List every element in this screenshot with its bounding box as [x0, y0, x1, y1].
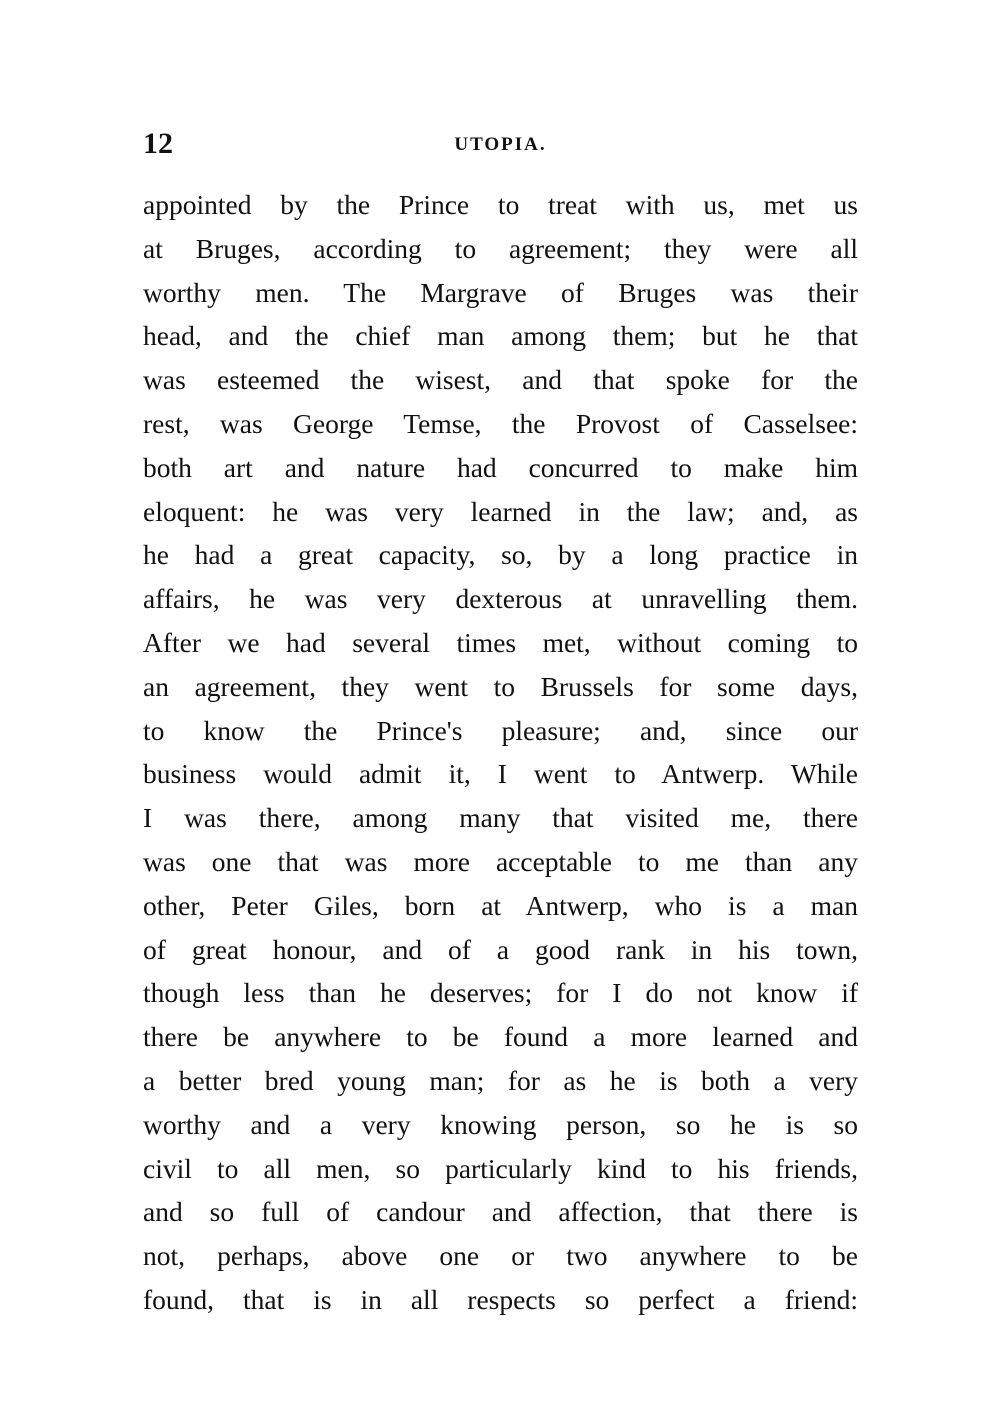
- text-line: After we had several times met, without coming to: [143, 626, 858, 658]
- text-line: an agreement, they went to Brussels for some days,: [143, 670, 858, 702]
- text-line: worthy and a very knowing person, so he is so: [143, 1108, 858, 1140]
- text-line: rest, was George Temse, the Provost of Casselsee:: [143, 407, 858, 439]
- text-line: head, and the chief man among them; but he that: [143, 320, 858, 352]
- text-line: I was there, among many that visited me, there: [143, 802, 858, 834]
- text-line: was esteemed the wisest, and that spoke for the: [143, 364, 858, 396]
- text-line: business would admit it, I went to Antwerp. While: [143, 758, 858, 790]
- text-line: affairs, he was very dexterous at unravelling them.: [143, 583, 858, 615]
- text-line: he had a great capacity, so, by a long practice in: [143, 539, 858, 571]
- text-line: to know the Prince's pleasure; and, since our: [143, 714, 858, 746]
- text-line: was one that was more acceptable to me than any: [143, 845, 858, 877]
- body-text: [143, 183, 858, 1322]
- text-line: civil to all men, so particularly kind to his friends,: [143, 1152, 858, 1184]
- text-line: there be anywhere to be found a more learned and: [143, 1021, 858, 1053]
- page-number: 12: [143, 127, 173, 160]
- text-line: worthy men. The Margrave of Bruges was their: [143, 276, 858, 308]
- page-header: [143, 128, 858, 164]
- text-line: though less than he deserves; for I do not know if: [143, 977, 858, 1009]
- running-title: UTOPIA.: [454, 134, 547, 155]
- text-line: at Bruges, according to agreement; they were all: [143, 232, 858, 264]
- text-line: and so full of candour and affection, that there is: [143, 1196, 858, 1228]
- text-line: not, perhaps, above one or two anywhere to be: [143, 1240, 858, 1272]
- text-line: of great honour, and of a good rank in his town,: [143, 933, 858, 965]
- text-line: other, Peter Giles, born at Antwerp, who is a man: [143, 889, 858, 921]
- text-line: found, that is in all respects so perfect a friend:: [143, 1283, 858, 1315]
- text-line: eloquent: he was very learned in the law; and, as: [143, 495, 858, 527]
- text-line: both art and nature had concurred to make him: [143, 451, 858, 483]
- text-line: a better bred young man; for as he is both a very: [143, 1064, 858, 1096]
- text-line: appointed by the Prince to treat with us, met us: [143, 189, 858, 220]
